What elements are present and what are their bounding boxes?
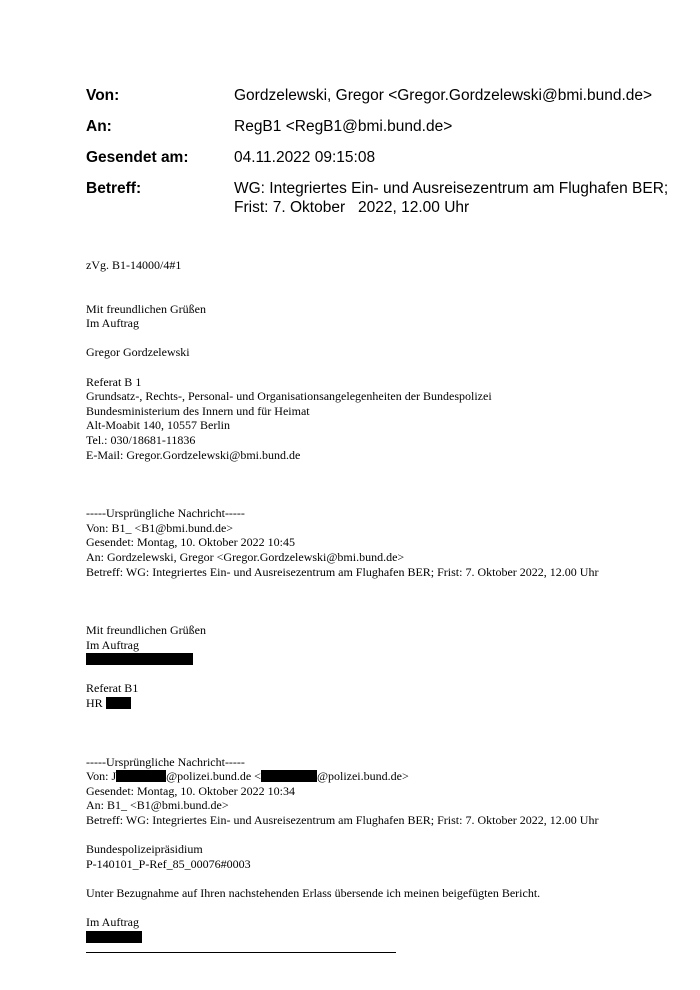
aktenzeichen: P-140101_P-Ref_85_00076#0003 [86,856,251,871]
greeting: Mit freundlichen Grüßen [86,301,206,316]
original-subject: Betreff: WG: Integriertes Ein- und Ausreisezentrum am Flughafen BER; Frist: 7. Oktober 2022, 12.00 Uhr [86,564,599,579]
greeting: Mit freundlichen Grüßen [86,623,206,638]
divider [86,952,396,953]
redaction-bar [86,931,142,943]
hr-prefix: HR [86,696,106,711]
from-suffix: @polizei.bund.de> [316,769,409,784]
sent-label: Gesendet am: [86,149,189,166]
signature-line: Grundsatz-, Rechts-, Personal- und Organisationsangelegenheiten der Bundespolizei [86,389,492,404]
original-sent: Gesendet: Montag, 10. Oktober 2022 10:34 [86,783,295,798]
signature-line: Bundesministerium des Innern und für Heimat [86,403,310,418]
subject-label: Betreff: [86,180,142,197]
original-message-separator: -----Ursprüngliche Nachricht----- [86,754,245,769]
signature-line: Tel.: 030/18681-11836 [86,432,196,447]
to-value: RegB1 <RegB1@bmi.bund.de> [234,118,453,135]
to-label: An: [86,118,112,135]
from-prefix: Von: J [86,769,117,784]
signature-email: E-Mail: Gregor.Gordzelewski@bmi.bund.de [86,447,301,462]
subject-value: WG: Integriertes Ein- und Ausreisezentrum am Flughafen BER; Frist: 7. Oktober 2022, 12.00 Uhr [234,180,673,216]
original-to: An: B1_ <B1@bmi.bund.de> [86,798,229,813]
signature-line: Referat B 1 [86,374,142,389]
body-text: Unter Bezugnahme auf Ihren nachstehenden Erlass übersende ich meinen beigefügten Bericht. [86,886,541,900]
from-value: Gordzelewski, Gregor <Gregor.Gordzelewski@bmi.bund.de> [234,87,653,104]
email-body [86,258,676,953]
original-subject: Betreff: WG: Integriertes Ein- und Ausreisezentrum am Flughafen BER; Frist: 7. Oktober 2022, 12.00 Uhr [86,813,599,828]
from-mid: @polizei.bund.de < [166,769,261,784]
organization: Bundespolizeipräsidium [86,842,203,857]
auftrag: Im Auftrag [86,637,139,652]
original-from: Von: B1_ <B1@bmi.bund.de> [86,520,234,535]
redaction-bar [116,770,166,782]
redaction-bar [86,653,193,665]
signature-line: Alt-Moabit 140, 10557 Berlin [86,418,230,433]
redaction-bar [261,770,317,782]
sender-name: Gregor Gordzelewski [86,345,190,360]
auftrag: Im Auftrag [86,316,139,331]
original-sent: Gesendet: Montag, 10. Oktober 2022 10:45 [86,535,295,550]
original-message-separator: -----Ursprüngliche Nachricht----- [86,506,245,521]
from-label: Von: [86,87,120,104]
sent-value: 04.11.2022 09:15:08 [234,149,376,166]
referat: Referat B1 [86,681,139,696]
redaction-bar [106,697,131,709]
original-from [86,769,676,784]
reference-line: zVg. B1-14000/4#1 [86,258,182,272]
original-to: An: Gordzelewski, Gregor <Gregor.Gordzelewski@bmi.bund.de> [86,549,405,564]
auftrag: Im Auftrag [86,915,139,930]
